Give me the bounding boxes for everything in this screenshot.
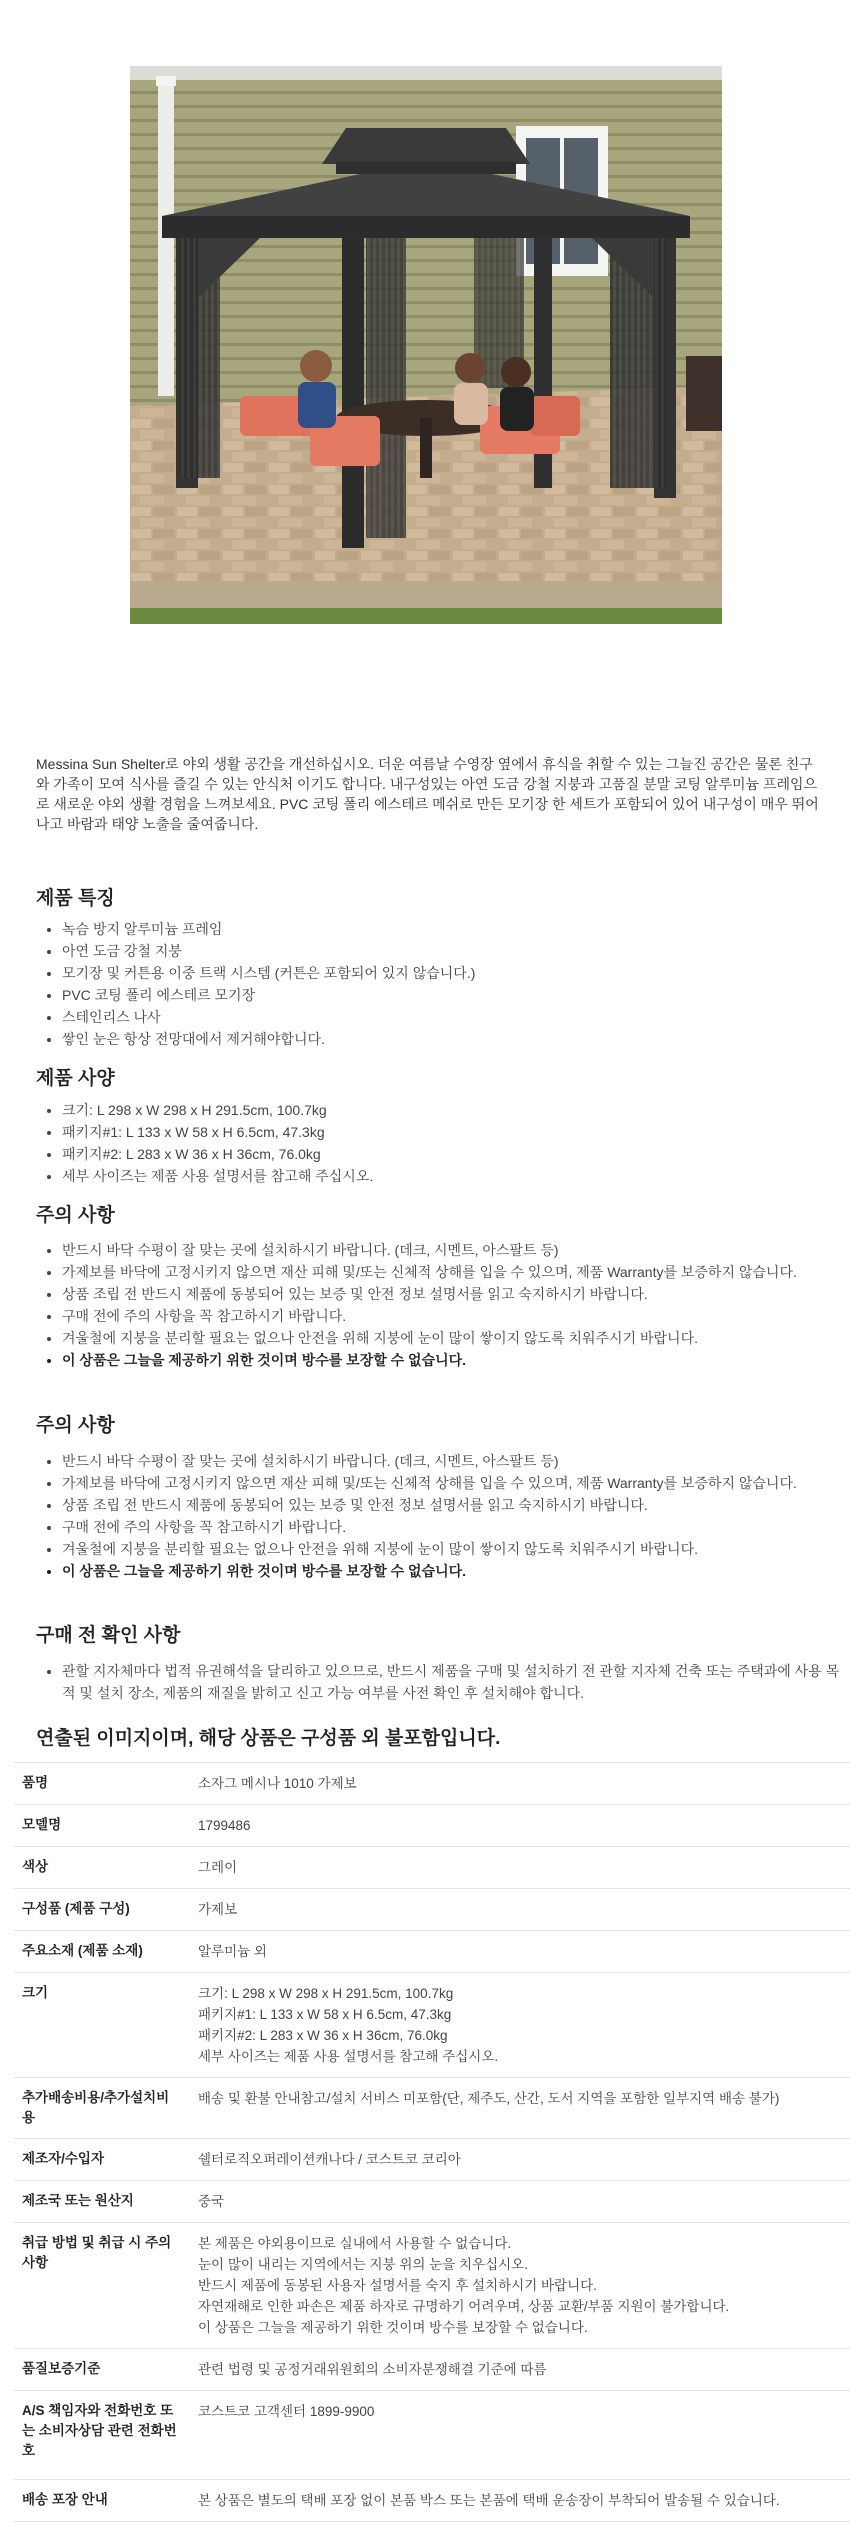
list-item: • 상품 조립 전 반드시 제품에 동봉되어 있는 보증 및 안전 정보 설명서를 읽고 숙지하시기 바랍니다. — [62, 1494, 850, 1516]
list-item: • 패키지#2: L 283 x W 36 x H 36cm, 76.0kg — [62, 1143, 850, 1165]
list-item: • 반드시 바닥 수평이 잘 맞는 곳에 설치하시기 바랍니다. (데크, 시멘트, 아스팔트 등) — [62, 1239, 850, 1261]
specs-list — [36, 1099, 850, 1187]
table-row — [14, 1763, 850, 1805]
caution-title-2: 주의 사항 — [36, 1415, 115, 1436]
table-value: 1799486 — [188, 1805, 850, 1847]
table-value: 크기: L 298 x W 298 x H 291.5cm, 100.7kg 패키지#1: L 133 x W 58 x H 6.5cm, 47.3kg 패키지#2: L 283 x W 36 x H 36cm, 76.0kg 세부 사이즈는 제품 사용 설명서를 참고해 주십시오. — [188, 1973, 850, 2078]
list-item: • 세부 사이즈는 제품 사용 설명서를 참고해 주십시오. — [62, 1165, 850, 1187]
table-key: 제조국 또는 원산지 — [14, 2181, 188, 2223]
intro-text: Messina Sun Shelter로 야외 생활 공간을 개선하십시오. 더운 여름날 수영장 옆에서 휴식을 취할 수 있는 그늘진 공간은 물론 친구와 가족이 모여 식사를 즐길 수 있는 안식처 이기도 합니다. 내구성있는 아연 도금 강철 지붕과 고품질 분말 코팅 알루미늄 프레임으로 새로운 야외 생활 경험을 느껴보세요. PVC 코팅 폴리 에스테르 메쉬로 만든 모기장 한 세트가 포함되어 있어 내구성이 매우 뛰어나고 바람과 태양 노출을 줄여줍니다. — [36, 756, 819, 832]
list-item: • 상품 조립 전 반드시 제품에 동봉되어 있는 보증 및 안전 정보 설명서를 읽고 숙지하시기 바랍니다. — [62, 1283, 850, 1305]
list-item: • 가제보를 바닥에 고정시키지 않으면 재산 피해 및/또는 신체적 상해를 입을 수 있으며, 제품 Warranty를 보증하지 않습니다. — [62, 1261, 850, 1283]
prepurchase-title: 구매 전 확인 사항 — [36, 1625, 181, 1646]
table-key: 크기 — [14, 1973, 188, 2078]
list-item: • 구매 전에 주의 사항을 꼭 참고하시기 바랍니다. — [62, 1516, 850, 1538]
table-row — [14, 2223, 850, 2349]
table-row — [14, 1805, 850, 1847]
table-value: 가제보 — [188, 1889, 850, 1931]
table-value: 배송 및 환불 안내참고/설치 서비스 미포함(단, 제주도, 산간, 도서 지역을 포함한 일부지역 배송 불가) — [188, 2078, 850, 2139]
prepurchase-list — [36, 1660, 850, 1704]
table-key: 배송 포장 안내 — [14, 2480, 188, 2522]
table-row — [14, 2349, 850, 2391]
product-photo — [130, 66, 722, 624]
table-value: 코스트코 고객센터 1899-9900 — [188, 2391, 850, 2480]
table-value: 본 제품은 야외용이므로 실내에서 사용할 수 없습니다. 눈이 많이 내리는 지역에서는 지붕 위의 눈을 치우십시오. 반드시 제품에 동봉된 사용자 설명서를 숙지 후 설치하시기 바랍니다. 자연재해로 인한 파손은 제품 하자로 규명하기 어려우며, 상품 교환/부품 지원이 불가합니다. 이 상품은 그늘을 제공하기 위한 것이며 방수를 보장할 수 없습니다. — [188, 2223, 850, 2349]
features-list — [36, 918, 850, 1050]
table-key: 추가배송비용/추가설치비용 — [14, 2078, 188, 2139]
caution-list-1 — [36, 1239, 850, 1371]
table-key: 제조자/수입자 — [14, 2139, 188, 2181]
list-item: • 가제보를 바닥에 고정시키지 않으면 재산 피해 및/또는 신체적 상해를 입을 수 있으며, 제품 Warranty를 보증하지 않습니다. — [62, 1472, 850, 1494]
list-item: • 관할 지자체마다 법적 유권해석을 달리하고 있으므로, 반드시 제품을 구매 및 설치하기 전 관할 지자체 건축 또는 주택과에 사용 목적 및 설치 장소, 제품의 재질을 밝히고 신고 가능 여부를 사전 확인 후 설치해야 합니다. — [62, 1660, 850, 1704]
specs-title: 제품 사양 — [36, 1068, 115, 1089]
table-key: 취급 방법 및 취급 시 주의사항 — [14, 2223, 188, 2349]
table-key: 주요소재 (제품 소재) — [14, 1931, 188, 1973]
list-item: • 구매 전에 주의 사항을 꼭 참고하시기 바랍니다. — [62, 1305, 850, 1327]
list-item: • 겨울철에 지붕을 분리할 필요는 없으나 안전을 위해 지붕에 눈이 많이 쌓이지 않도록 치워주시기 바랍니다. — [62, 1538, 850, 1560]
table-row — [14, 2139, 850, 2181]
list-item: • 이 상품은 그늘을 제공하기 위한 것이며 방수를 보장할 수 없습니다. — [62, 1349, 850, 1371]
table-row — [14, 1973, 850, 2078]
table-row — [14, 1889, 850, 1931]
table-key: 색상 — [14, 1847, 188, 1889]
table-key: 모델명 — [14, 1805, 188, 1847]
table-key: 품명 — [14, 1763, 188, 1805]
product-info-table — [14, 1762, 850, 2522]
notice-text: 연출된 이미지이며, 해당 상품은 구성품 외 불포함입니다. — [36, 1728, 501, 1749]
table-value: 관련 법령 및 공정거래위원회의 소비자분쟁해결 기준에 따름 — [188, 2349, 850, 2391]
features-title: 제품 특징 — [36, 888, 115, 909]
list-item: • 모기장 및 커튼용 이중 트랙 시스템 (커튼은 포함되어 있지 않습니다.) — [62, 962, 850, 984]
list-item: • 쌓인 눈은 항상 전망대에서 제거해야합니다. — [62, 1028, 850, 1050]
table-row — [14, 1931, 850, 1973]
list-item: • 패키지#1: L 133 x W 58 x H 6.5cm, 47.3kg — [62, 1121, 850, 1143]
table-value: 쉘터로직오퍼레이션캐나다 / 코스트코 코리아 — [188, 2139, 850, 2181]
caution-list-2 — [36, 1450, 850, 1582]
table-value: 본 상품은 별도의 택배 포장 없이 본품 박스 또는 본품에 택배 운송장이 부착되어 발송될 수 있습니다. — [188, 2480, 850, 2522]
list-item: • 겨울철에 지붕을 분리할 필요는 없으나 안전을 위해 지붕에 눈이 많이 쌓이지 않도록 치워주시기 바랍니다. — [62, 1327, 850, 1349]
list-item: • 녹슴 방지 알루미늄 프레임 — [62, 918, 850, 940]
table-row — [14, 2078, 850, 2139]
table-row — [14, 1847, 850, 1889]
table-row — [14, 2391, 850, 2480]
table-value: 소자그 메시나 1010 가제보 — [188, 1763, 850, 1805]
table-row — [14, 2181, 850, 2223]
table-key: 구성품 (제품 구성) — [14, 1889, 188, 1931]
list-item: • 아연 도금 강철 지붕 — [62, 940, 850, 962]
list-item: • 반드시 바닥 수평이 잘 맞는 곳에 설치하시기 바랍니다. (데크, 시멘트, 아스팔트 등) — [62, 1450, 850, 1472]
list-item: • 이 상품은 그늘을 제공하기 위한 것이며 방수를 보장할 수 없습니다. — [62, 1560, 850, 1582]
table-value: 중국 — [188, 2181, 850, 2223]
caution-title-1: 주의 사항 — [36, 1205, 115, 1226]
table-value: 그레이 — [188, 1847, 850, 1889]
table-row — [14, 2480, 850, 2522]
table-key: 품질보증기준 — [14, 2349, 188, 2391]
list-item: • 크기: L 298 x W 298 x H 291.5cm, 100.7kg — [62, 1099, 850, 1121]
list-item: • 스테인리스 나사 — [62, 1006, 850, 1028]
list-item: • PVC 코팅 폴리 에스테르 모기장 — [62, 984, 850, 1006]
table-value: 알루미늄 외 — [188, 1931, 850, 1973]
table-key: A/S 책임자와 전화번호 또는 소비자상담 관련 전화번호 — [14, 2391, 188, 2480]
